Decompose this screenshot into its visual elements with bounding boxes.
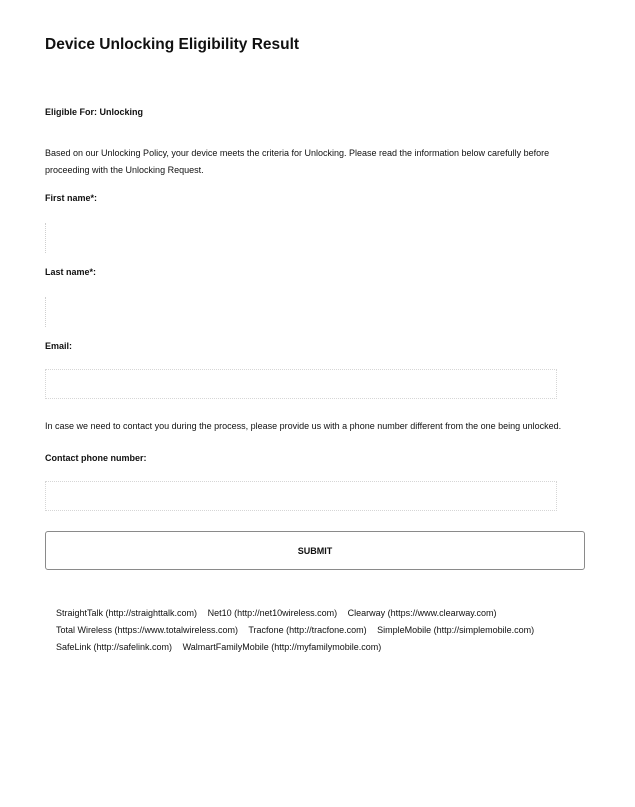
- brand-link-total-wireless[interactable]: Total Wireless (https://www.totalwireless.com): [56, 625, 239, 635]
- brand-link-walmart-family-mobile[interactable]: WalmartFamilyMobile (http://myfamilymobile.com): [182, 642, 382, 652]
- contact-note: In case we need to contact you during the process, please provide us with a phone number different from the one being unlocked.: [45, 421, 562, 431]
- eligibility-status: Eligible For: Unlocking: [45, 107, 144, 117]
- email-input[interactable]: [45, 369, 557, 399]
- submit-button[interactable]: SUBMIT: [45, 531, 585, 570]
- phone-input[interactable]: [45, 481, 557, 511]
- brand-link-safelink[interactable]: SafeLink (http://safelink.com): [56, 642, 173, 652]
- first-name-input[interactable]: [45, 223, 50, 253]
- brand-link-simplemobile[interactable]: SimpleMobile (http://simplemobile.com): [377, 625, 535, 635]
- brand-links: [56, 605, 596, 656]
- first-name-label: First name*:: [45, 193, 98, 203]
- policy-description: Based on our Unlocking Policy, your device meets the criteria for Unlocking. Please read the information below carefully before proceeding with the Unlocking Request.: [45, 148, 550, 175]
- last-name-label: Last name*:: [45, 267, 97, 277]
- brand-link-straighttalk[interactable]: StraightTalk (http://straighttalk.com): [56, 608, 198, 618]
- email-label: Email:: [45, 341, 73, 351]
- brand-link-tracfone[interactable]: Tracfone (http://tracfone.com): [248, 625, 367, 635]
- last-name-input[interactable]: [45, 297, 50, 327]
- phone-label: Contact phone number:: [45, 453, 147, 463]
- page-title: Device Unlocking Eligibility Result: [45, 36, 300, 53]
- brand-link-net10[interactable]: Net10 (http://net10wireless.com): [207, 608, 338, 618]
- brand-link-clearway[interactable]: Clearway (https://www.clearway.com): [347, 608, 497, 618]
- brand-row: [56, 605, 596, 622]
- brand-row: [56, 639, 596, 656]
- brand-row: [56, 622, 596, 639]
